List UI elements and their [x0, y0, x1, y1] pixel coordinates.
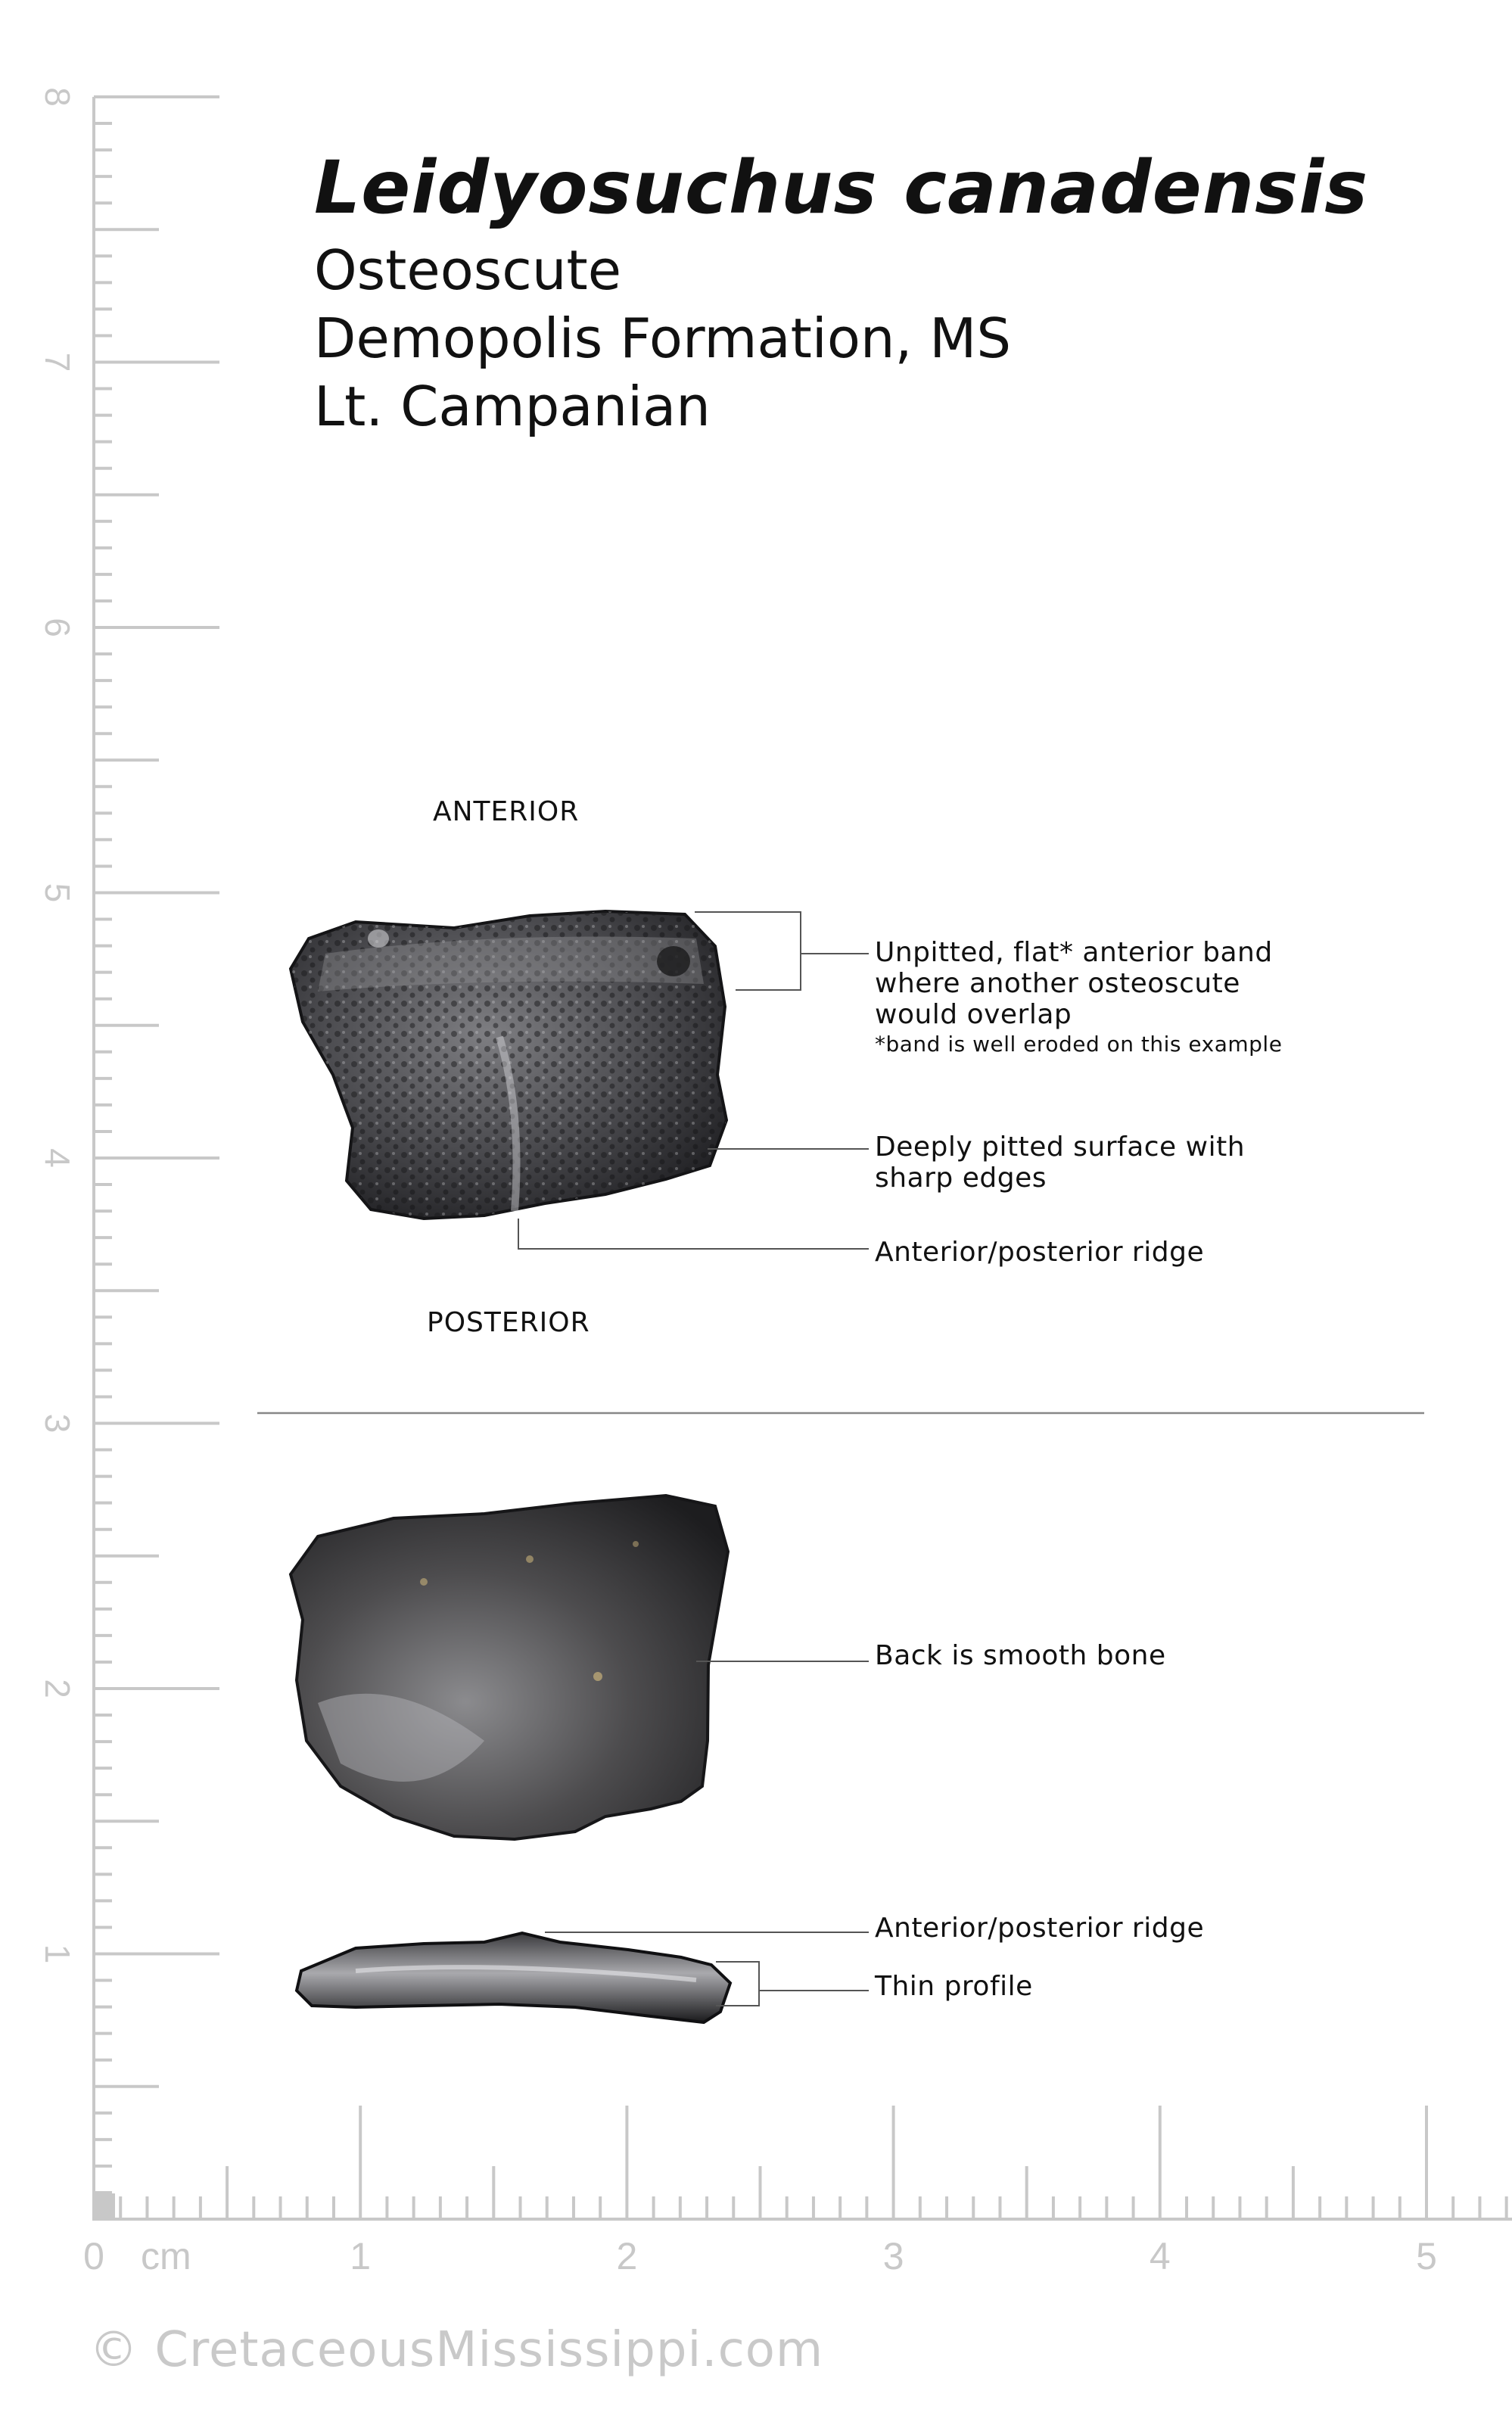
ruler-origin-block — [92, 2193, 115, 2221]
posterior-label: POSTERIOR — [427, 1307, 590, 1338]
vertical-ruler-label: 5 — [37, 883, 77, 903]
note-ridge-profile: Anterior/posterior ridge — [875, 1913, 1205, 1944]
note-pitted-line1: Deeply pitted surface with — [875, 1132, 1246, 1163]
note-back-smooth: Back is smooth bone — [875, 1640, 1166, 1671]
locality-text: Demopolis Formation, MS — [314, 307, 1012, 370]
anterior-label: ANTERIOR — [433, 796, 580, 827]
osteoscute-side-profile — [297, 1933, 730, 2022]
note-anterior-band-footnote: *band is well eroded on this example — [875, 1032, 1283, 1057]
note-pitted-line2: sharp edges — [875, 1163, 1047, 1194]
osteoscute-internal-view — [291, 1496, 728, 1839]
note-pitted-surface — [875, 1132, 1245, 1194]
horizontal-ruler-label: 5 — [1416, 2235, 1437, 2277]
note-anterior-band — [875, 937, 1282, 1059]
note-anterior-band-line3: would overlap — [875, 999, 1072, 1030]
vertical-ruler-labels — [38, 87, 77, 1963]
horizontal-ruler-label: 3 — [882, 2235, 904, 2277]
horizontal-ruler-label: 2 — [616, 2235, 638, 2277]
vertical-ruler-label: 7 — [37, 352, 77, 372]
site-credit: © CretaceousMississippi.com — [89, 2322, 824, 2378]
title-block — [314, 145, 1369, 440]
species-name: Leidyosuchus canadensis — [314, 145, 1369, 230]
horizontal-ruler — [92, 2106, 1512, 2221]
note-anterior-band-line1: Unpitted, flat* anterior band — [875, 937, 1273, 968]
osteoscute-external-view — [291, 911, 726, 1219]
note-thin-profile: Thin profile — [875, 1971, 1033, 2002]
note-ridge-top: Anterior/posterior ridge — [875, 1237, 1205, 1268]
age-text: Lt. Campanian — [314, 375, 711, 438]
note-anterior-band-line2: where another osteoscute — [875, 968, 1240, 999]
horizontal-ruler-label: 1 — [350, 2235, 372, 2277]
vertical-ruler-label: 2 — [37, 1679, 77, 1698]
horizontal-ruler-label: 0 — [83, 2235, 104, 2277]
vertical-ruler-label: 1 — [37, 1944, 77, 1964]
horizontal-ruler-label: 4 — [1149, 2235, 1171, 2277]
vertical-ruler-label: 4 — [37, 1148, 77, 1168]
horizontal-ruler-labels — [83, 2235, 1437, 2277]
element-name: Osteoscute — [314, 238, 622, 302]
ruler-unit-label: cm — [141, 2235, 191, 2277]
vertical-ruler — [94, 97, 219, 2221]
vertical-ruler-label: 6 — [37, 618, 77, 637]
vertical-ruler-label: 3 — [37, 1413, 77, 1434]
vertical-ruler-label: 8 — [37, 87, 77, 107]
